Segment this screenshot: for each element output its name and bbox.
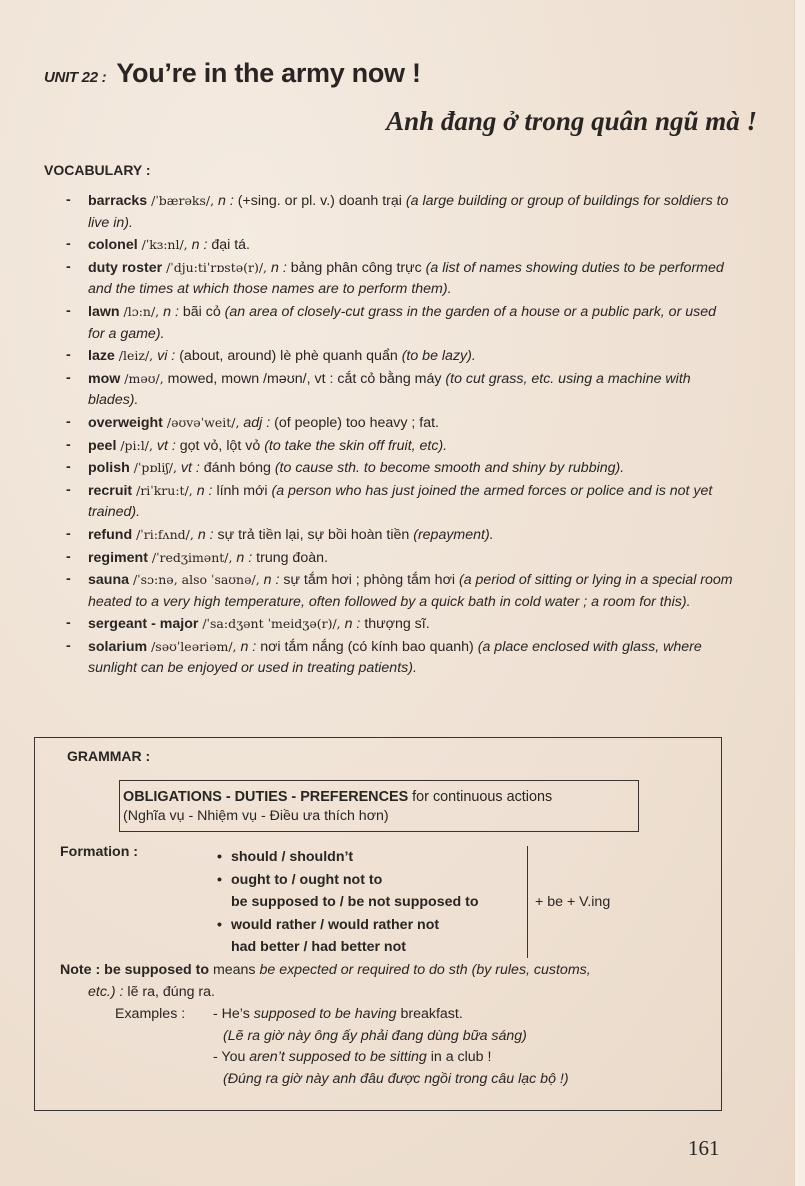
example-sentence (213, 1004, 569, 1026)
vocab-part-of-speech: n : (163, 303, 179, 320)
vocab-vietnamese: lính mới (216, 482, 268, 499)
examples-list (213, 1004, 569, 1090)
vocab-note: (about, around) (179, 348, 277, 365)
vocab-part-of-speech: adj : (243, 414, 271, 431)
example-italic: aren’t supposed to be sitting (249, 1049, 427, 1065)
formation-item (217, 869, 479, 892)
vocab-pronunciation: /səʊˈleəriəm/, (151, 638, 237, 654)
vocab-item (64, 257, 734, 301)
vocab-part-of-speech: n : (191, 237, 208, 254)
grammar-note (60, 960, 700, 1003)
vocab-part-of-speech: n : (196, 482, 213, 499)
list-dash: - (66, 459, 71, 476)
formation-divider (527, 846, 528, 958)
list-dash: - (66, 436, 71, 453)
formation-item (217, 936, 479, 959)
vocab-part-of-speech: vt : (180, 460, 200, 477)
vocab-word: regiment (88, 549, 148, 566)
vocab-pronunciation: /riˈkru:t/, (136, 482, 193, 498)
vocab-vietnamese: đánh bóng (203, 460, 271, 477)
unit-title: You’re in the army now ! (116, 58, 421, 88)
bullet-icon: • (217, 916, 222, 933)
example-translation: (Lẽ ra giờ này ông ấy phải đang dùng bữa sáng) (223, 1027, 527, 1044)
vocab-pronunciation: /ˈri:fʌnd/, (136, 526, 194, 542)
vocab-vietnamese: lè phè quanh quẩn (280, 348, 398, 365)
note-vietnamese: lẽ ra, đúng ra. (123, 983, 215, 1000)
formation-text: had better / had better not (231, 939, 406, 955)
vocab-item (64, 435, 734, 458)
list-dash: - (66, 637, 71, 654)
note-definition-cont: etc.) : (88, 983, 124, 1000)
vocab-vietnamese: gọt vỏ, lột vỏ (179, 437, 261, 454)
vocab-vietnamese: nơi tắm nắng (có kính bao quanh) (260, 638, 474, 655)
vocab-word: sergeant - major (88, 616, 199, 633)
unit-title-vietnamese: Anh đang ở trong quân ngũ mà ! (386, 106, 757, 136)
example-post: in a club ! (426, 1049, 492, 1065)
vocab-part-of-speech: n : (240, 638, 257, 655)
list-dash: - (66, 481, 71, 498)
vocab-definition: (a list of names showing duties to be performed and the times at which those names are to perform them). (88, 259, 724, 298)
vocab-item (64, 613, 734, 636)
vocab-vietnamese: sự tắm hơi ; phòng tắm hơi (283, 572, 456, 589)
example-italic: supposed to be having (253, 1006, 397, 1022)
list-dash: - (66, 525, 71, 542)
examples-label: Examples : (115, 1006, 186, 1022)
vocab-pronunciation: /məʊ/, (124, 370, 164, 386)
vocab-definition: (a person who has just joined the armed forces or police and is not yet trained). (88, 482, 713, 521)
bullet-icon: • (217, 871, 222, 888)
vocab-definition: (a place enclosed with glass, where sunlight can be enjoyed or used in treating patients). (88, 638, 702, 677)
formation-text: ought to / ought not to (231, 871, 383, 888)
vocab-pronunciation: /ˈredʒimənt/, (151, 549, 233, 565)
vocab-definition: (to be lazy). (401, 348, 476, 365)
vocab-part-of-speech: n : (197, 526, 214, 543)
vocab-item (64, 457, 734, 480)
vocab-word: duty roster (88, 259, 163, 276)
vocab-item (64, 368, 734, 412)
formation-list (217, 846, 479, 959)
list-dash: - (66, 571, 71, 588)
grammar-topic-subtitle: (Nghĩa vụ - Nhiệm vụ - Điều ưa thích hơn) (123, 808, 389, 824)
vocab-word: refund (88, 526, 133, 543)
vocab-vietnamese: đại tá. (211, 237, 250, 254)
vocab-word: mow (88, 370, 121, 387)
vocab-pronunciation: /ˈkɜ:nl/, (141, 237, 188, 253)
grammar-topic-rest: for continuous actions (408, 789, 553, 805)
vocab-pronunciation: /ˈpɒliʃ/, (133, 460, 177, 476)
list-dash: - (66, 236, 71, 253)
vocab-part-of-speech: n : (344, 616, 361, 633)
vocab-vietnamese: doanh trại (338, 193, 402, 209)
note-definition: be expected or required to do sth (by rules, customs, (259, 962, 591, 978)
vocab-pronunciation: /leiz/, (118, 348, 154, 364)
grammar-box (34, 737, 722, 1111)
vocab-word: peel (88, 437, 117, 454)
vocabulary-heading: VOCABULARY : (44, 162, 151, 178)
vocab-item (64, 547, 734, 570)
vocab-part-of-speech: n : (263, 572, 280, 589)
list-dash: - (66, 192, 71, 208)
grammar-topic-title (123, 789, 638, 805)
vocab-word: laze (88, 348, 115, 365)
vocab-pronunciation: /ˈsa:dʒənt ˈmeidʒə(r)/, (202, 616, 341, 632)
vocab-pronunciation: /ˈdju:tiˈrɒstə(r)/, (166, 259, 268, 275)
vocab-word: overweight (88, 414, 163, 431)
vocab-part-of-speech: n : (271, 259, 287, 276)
vocab-pronunciation: /əʊvəˈweit/, (166, 414, 240, 430)
vocab-item (64, 301, 734, 345)
vocab-word: barracks (88, 193, 148, 209)
list-dash: - (66, 258, 71, 275)
unit-header (44, 58, 421, 89)
formation-text: should / shouldn’t (231, 849, 354, 865)
vocab-definition: (repayment). (413, 526, 494, 543)
vocab-vietnamese: sự trả tiền lại, sự bồi hoàn tiền (217, 526, 410, 543)
example-sentence (213, 1047, 569, 1069)
note-label: Note : (60, 962, 101, 978)
vocab-vietnamese: thượng sĩ. (364, 616, 430, 633)
formation-item (217, 914, 479, 937)
vocabulary-list (64, 190, 734, 680)
example-pre: - You (213, 1049, 250, 1065)
example-pre: - He’s (213, 1006, 254, 1022)
formation-text: would rather / would rather not (231, 916, 440, 933)
grammar-topic-bold: OBLIGATIONS - DUTIES - PREFERENCES (123, 789, 409, 805)
vocab-part-of-speech: n : (236, 549, 253, 566)
page-number: 161 (688, 1136, 720, 1160)
vocab-vietnamese: too heavy ; fat. (345, 414, 440, 431)
formation-item (217, 846, 479, 869)
page-edge (794, 0, 805, 1186)
vocab-note: (+sing. or pl. v.) (237, 193, 335, 209)
vocab-item (64, 480, 734, 524)
note-term: be supposed to (104, 962, 209, 978)
list-dash: - (66, 347, 71, 364)
vocab-item (64, 345, 734, 368)
example-translation: (Đúng ra giờ này anh đâu được ngồi trong câu lạc bộ !) (223, 1070, 569, 1087)
vocab-word: recruit (88, 482, 133, 499)
vocab-note: (of people) (274, 414, 342, 431)
vocab-pronunciation: /ˈbærəks/, (151, 193, 215, 208)
vocab-vietnamese: bãi cỏ (182, 303, 221, 320)
vocab-definition: (to take the skin off fruit, etc). (264, 437, 448, 454)
vocab-note: mowed, mown /məʊn/, vt : (167, 370, 334, 387)
list-dash: - (66, 302, 71, 319)
vocab-vietnamese: cắt cỏ bằng máy (337, 370, 442, 387)
vocab-item (64, 412, 734, 435)
vocab-item (64, 636, 734, 680)
formation-item (217, 891, 479, 914)
vocab-word: colonel (88, 237, 138, 254)
vocab-definition: (to cut grass, etc. using a machine with blades). (88, 370, 691, 409)
vocab-item (64, 234, 734, 257)
grammar-topic-box (119, 780, 639, 832)
vocab-part-of-speech: vt : (156, 437, 176, 454)
vocab-definition: (to cause sth. to become smooth and shiny by rubbing). (274, 460, 625, 477)
vocab-part-of-speech: vi : (157, 348, 176, 365)
unit-label: UNIT 22 : (44, 69, 107, 86)
bullet-icon: • (217, 849, 222, 865)
list-dash: - (66, 413, 71, 430)
example-post: breakfast. (396, 1006, 463, 1022)
vocab-vietnamese: bảng phân công trực (290, 259, 422, 276)
list-dash: - (66, 548, 71, 565)
vocab-word: sauna (88, 572, 130, 589)
formation-text: be supposed to / be not supposed to (231, 894, 479, 910)
vocab-word: lawn (88, 303, 120, 320)
list-dash: - (66, 615, 71, 632)
vocab-item (64, 524, 734, 547)
vocab-word: solarium (88, 638, 148, 655)
note-means: means (209, 962, 260, 978)
formation-label: Formation : (60, 844, 139, 860)
vocab-word: polish (88, 460, 130, 477)
grammar-heading: GRAMMAR : (67, 748, 151, 764)
vocab-definition: (a large building or group of buildings for soldiers to live in). (88, 193, 729, 231)
vocab-item (64, 190, 734, 234)
vocab-definition: (a period of sitting or lying in a special room heated to a very high temperature, often followed by a quick bath in cold water ; a room for this). (88, 572, 733, 610)
vocab-pronunciation: /lɔ:n/, (123, 303, 160, 319)
list-dash: - (66, 369, 71, 386)
vocab-item (64, 569, 734, 613)
vocab-vietnamese: trung đoàn. (256, 549, 328, 566)
vocab-part-of-speech: n : (218, 193, 234, 209)
vocab-pronunciation: /pi:l/, (120, 437, 153, 453)
vocab-pronunciation: /ˈsɔ:nə, also ˈsaʊnə/, (132, 572, 260, 588)
formation-suffix: + be + V.ing (535, 894, 611, 910)
vocab-definition: (an area of closely-cut grass in the garden of a house or a public park, or used for a game). (88, 303, 716, 342)
